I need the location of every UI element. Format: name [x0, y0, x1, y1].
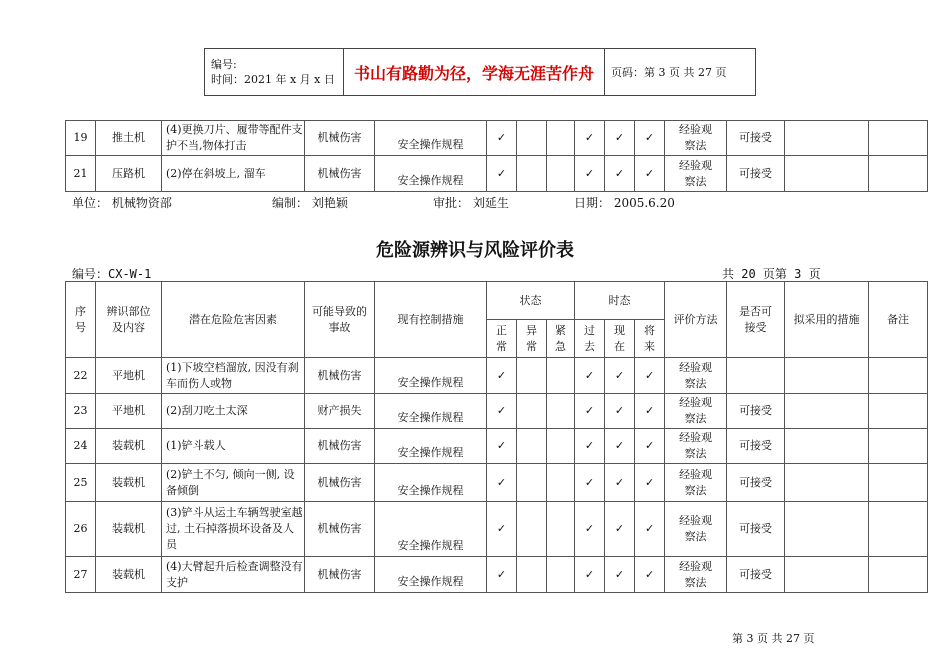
row-status-abnormal — [517, 121, 547, 156]
row-tense-future: ✓ — [635, 394, 665, 429]
header-remark: 备注 — [869, 282, 928, 358]
table-row — [66, 358, 928, 394]
row-status-abnormal — [517, 156, 547, 192]
row-tense-past: ✓ — [575, 557, 605, 593]
row-control: 安全操作规程 — [375, 429, 487, 464]
row-hazard: (4)更换刀片、履带等配件支护不当,物体打击 — [162, 121, 305, 156]
row-tense-past: ✓ — [575, 429, 605, 464]
header-status-abnormal: 异常 — [517, 320, 547, 358]
row-tense-future: ✓ — [635, 502, 665, 557]
row-no: 22 — [66, 358, 96, 394]
row-remark — [869, 557, 928, 593]
row-measure — [785, 394, 869, 429]
row-remark — [869, 394, 928, 429]
row-part: 压路机 — [96, 156, 162, 192]
header-measure: 拟采用的措施 — [785, 282, 869, 358]
row-part: 装载机 — [96, 502, 162, 557]
row-remark — [869, 502, 928, 557]
row-part: 平地机 — [96, 394, 162, 429]
compiler-text: 编制： 刘艳颖 — [272, 196, 348, 210]
row-status-abnormal — [517, 557, 547, 593]
row-hazard: (1)下坡空档溜放, 因没有刹车而伤人或物 — [162, 358, 305, 394]
row-control: 安全操作规程 — [375, 358, 487, 394]
row-acceptable: 可接受 — [727, 464, 785, 502]
row-control: 安全操作规程 — [375, 156, 487, 192]
header-control: 现有控制措施 — [375, 282, 487, 358]
row-status-emergency — [547, 464, 575, 502]
table-row — [66, 557, 928, 593]
header-method: 评价方法 — [665, 282, 727, 358]
row-measure — [785, 557, 869, 593]
row-tense-future: ✓ — [635, 358, 665, 394]
header-tense-past: 过去 — [575, 320, 605, 358]
row-status-emergency — [547, 429, 575, 464]
row-tense-future: ✓ — [635, 156, 665, 192]
row-remark — [869, 464, 928, 502]
header-acceptable: 是否可接受 — [727, 282, 785, 358]
row-status-normal: ✓ — [487, 502, 517, 557]
row-status-normal: ✓ — [487, 358, 517, 394]
row-tense-present: ✓ — [605, 156, 635, 192]
doc-pages: 共 20 页第 3 页 — [722, 267, 821, 281]
row-acceptable: 可接受 — [727, 394, 785, 429]
row-no: 19 — [66, 121, 96, 156]
row-method: 经验观察法 — [665, 502, 727, 557]
doc-code: 编号：CX-W-1 — [72, 267, 152, 281]
row-no: 24 — [66, 429, 96, 464]
header-meta — [205, 49, 344, 96]
row-part: 装载机 — [96, 557, 162, 593]
row-tense-past: ✓ — [575, 394, 605, 429]
row-remark — [869, 429, 928, 464]
row-hazard: (1)铲斗载人 — [162, 429, 305, 464]
row-part: 装载机 — [96, 429, 162, 464]
row-status-emergency — [547, 502, 575, 557]
header-accident: 可能导致的事故 — [305, 282, 375, 358]
row-tense-present: ✓ — [605, 429, 635, 464]
row-method: 经验观察法 — [665, 358, 727, 394]
row-accident: 财产损失 — [305, 394, 375, 429]
header-number: 编号: — [211, 58, 237, 71]
row-status-abnormal — [517, 502, 547, 557]
row-status-abnormal — [517, 464, 547, 502]
row-no: 21 — [66, 156, 96, 192]
row-acceptable — [727, 358, 785, 394]
row-no: 27 — [66, 557, 96, 593]
row-hazard: (2)停在斜坡上, 溜车 — [162, 156, 305, 192]
row-no: 26 — [66, 502, 96, 557]
row-tense-future: ✓ — [635, 557, 665, 593]
row-hazard: (3)铲斗从运土车辆驾驶室越过, 土石掉落损坏设备及人员 — [162, 502, 305, 557]
row-status-emergency — [547, 156, 575, 192]
row-acceptable: 可接受 — [727, 156, 785, 192]
row-hazard: (4)大臂起升后检查调整没有支护 — [162, 557, 305, 593]
row-status-normal: ✓ — [487, 557, 517, 593]
row-method: 经验观察法 — [665, 156, 727, 192]
header-page: 页码：第 3 页 共 27 页 — [605, 49, 756, 96]
row-hazard: (2)铲土不匀, 倾向一侧, 设备倾倒 — [162, 464, 305, 502]
header-part: 辨识部位及内容 — [96, 282, 162, 358]
row-remark — [869, 156, 928, 192]
row-tense-present: ✓ — [605, 358, 635, 394]
table-row — [66, 156, 928, 192]
row-control: 安全操作规程 — [375, 557, 487, 593]
table-row — [66, 502, 928, 557]
row-status-abnormal — [517, 358, 547, 394]
row-tense-future: ✓ — [635, 429, 665, 464]
row-part: 装载机 — [96, 464, 162, 502]
reviewer-text: 审批： 刘延生 — [433, 196, 509, 210]
row-status-abnormal — [517, 394, 547, 429]
row-accident: 机械伤害 — [305, 464, 375, 502]
row-accident: 机械伤害 — [305, 156, 375, 192]
row-tense-past: ✓ — [575, 121, 605, 156]
header-status-emergency: 紧急 — [547, 320, 575, 358]
row-status-emergency — [547, 394, 575, 429]
row-measure — [785, 464, 869, 502]
main-table — [65, 281, 928, 593]
header-slogan: 书山有路勤为径，学海无涯苦作舟 — [344, 49, 605, 96]
row-acceptable: 可接受 — [727, 429, 785, 464]
row-measure — [785, 502, 869, 557]
row-hazard: (2)刮刀吃土太深 — [162, 394, 305, 429]
row-acceptable: 可接受 — [727, 121, 785, 156]
row-status-normal: ✓ — [487, 156, 517, 192]
row-no: 23 — [66, 394, 96, 429]
row-no: 25 — [66, 464, 96, 502]
row-status-emergency — [547, 121, 575, 156]
row-method: 经验观察法 — [665, 394, 727, 429]
row-remark — [869, 121, 928, 156]
row-measure — [785, 429, 869, 464]
header-tense: 时态 — [575, 282, 665, 320]
header-tense-future: 将来 — [635, 320, 665, 358]
header-tense-present: 现在 — [605, 320, 635, 358]
row-tense-past: ✓ — [575, 156, 605, 192]
row-accident: 机械伤害 — [305, 358, 375, 394]
header-hazard: 潜在危险危害因素 — [162, 282, 305, 358]
row-control: 安全操作规程 — [375, 121, 487, 156]
table-row — [66, 394, 928, 429]
row-tense-past: ✓ — [575, 464, 605, 502]
top-table — [65, 120, 928, 192]
table-row — [66, 464, 928, 502]
row-part: 平地机 — [96, 358, 162, 394]
row-accident: 机械伤害 — [305, 429, 375, 464]
table-row — [66, 121, 928, 156]
row-status-normal: ✓ — [487, 429, 517, 464]
page-header — [204, 48, 756, 96]
row-status-emergency — [547, 557, 575, 593]
row-tense-present: ✓ — [605, 394, 635, 429]
row-method: 经验观察法 — [665, 557, 727, 593]
row-tense-present: ✓ — [605, 502, 635, 557]
row-accident: 机械伤害 — [305, 557, 375, 593]
row-tense-present: ✓ — [605, 557, 635, 593]
header-status-normal: 正常 — [487, 320, 517, 358]
row-control: 安全操作规程 — [375, 394, 487, 429]
row-accident: 机械伤害 — [305, 502, 375, 557]
row-status-abnormal — [517, 429, 547, 464]
row-tense-past: ✓ — [575, 358, 605, 394]
date-text: 日期： 2005.6.20 — [574, 196, 675, 210]
row-acceptable: 可接受 — [727, 557, 785, 593]
row-acceptable: 可接受 — [727, 502, 785, 557]
header-status: 状态 — [487, 282, 575, 320]
row-control: 安全操作规程 — [375, 464, 487, 502]
row-method: 经验观察法 — [665, 464, 727, 502]
row-status-normal: ✓ — [487, 464, 517, 502]
page-footer: 第 3 页 共 27 页 — [732, 632, 815, 645]
unit-text: 单位： 机械物资部 — [72, 196, 172, 210]
row-tense-present: ✓ — [605, 121, 635, 156]
header-no: 序号 — [66, 282, 96, 358]
row-part: 推土机 — [96, 121, 162, 156]
row-status-emergency — [547, 358, 575, 394]
row-accident: 机械伤害 — [305, 121, 375, 156]
table-row — [66, 429, 928, 464]
row-measure — [785, 358, 869, 394]
page-title: 危险源辨识与风险评价表 — [376, 240, 574, 261]
row-tense-future: ✓ — [635, 464, 665, 502]
row-tense-future: ✓ — [635, 121, 665, 156]
header-time: 时间：2021 年 x 月 x 日 — [211, 73, 335, 86]
row-control: 安全操作规程 — [375, 502, 487, 557]
row-tense-present: ✓ — [605, 464, 635, 502]
row-method: 经验观察法 — [665, 429, 727, 464]
row-method: 经验观察法 — [665, 121, 727, 156]
row-remark — [869, 358, 928, 394]
row-status-normal: ✓ — [487, 394, 517, 429]
row-measure — [785, 121, 869, 156]
row-measure — [785, 156, 869, 192]
row-status-normal: ✓ — [487, 121, 517, 156]
row-tense-past: ✓ — [575, 502, 605, 557]
